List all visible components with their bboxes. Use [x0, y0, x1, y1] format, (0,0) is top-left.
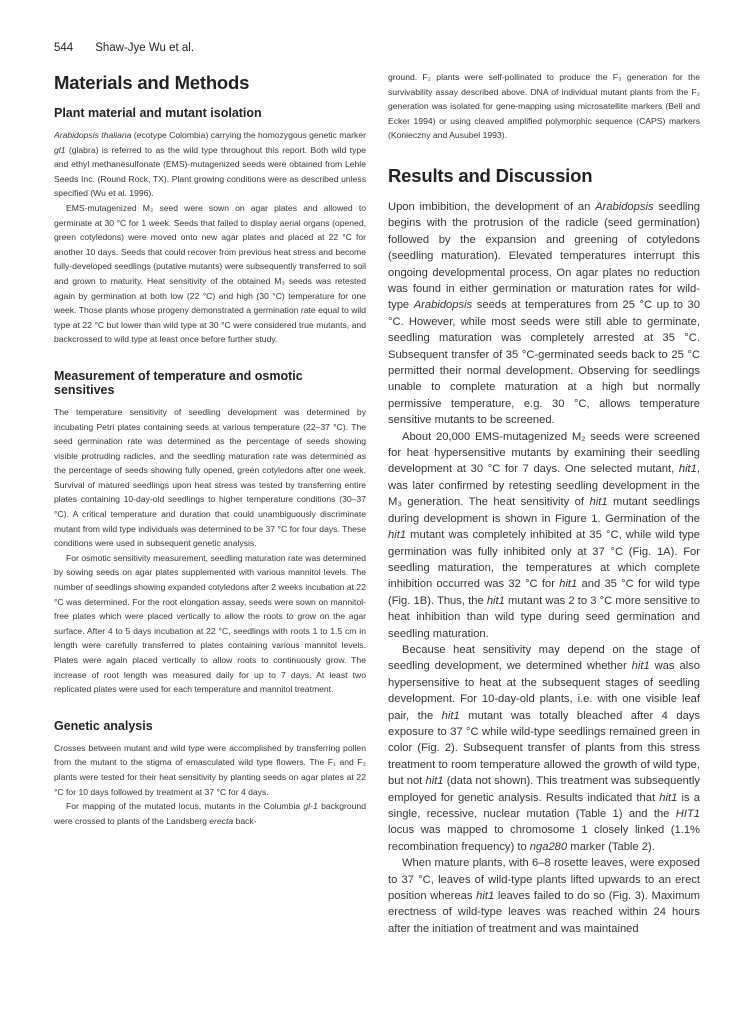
gene-name: erecta — [209, 815, 234, 826]
subsection-heading-plant-material: Plant material and mutant isolation — [54, 106, 262, 120]
paragraph — [388, 642, 700, 855]
page-number: 544 — [54, 42, 74, 54]
text-span: mutant was totally bleached after 4 days exposure to 37 °C while wild-type seedlings remained green in color (Fig. 2). Subsequent transfer of plants from this stress treatment to room temperature allowed the growth of wild type, but not — [388, 709, 700, 788]
gene-name: hit1 — [476, 890, 495, 903]
gene-name: hit1 — [388, 529, 407, 542]
gene-name: hit1 — [659, 791, 678, 804]
gene-name: hit1 — [678, 463, 697, 476]
genetic-analysis-continued — [388, 70, 700, 143]
gene-name: hit1 — [631, 660, 650, 673]
text-span: When mature plants, with 6–8 rosette leaves, were exposed to 37 °C, leaves of wild-type plants lifted upwards to an erect position whereas — [388, 857, 700, 903]
species-name: Arabidopsis — [413, 299, 473, 312]
gene-name: gl-1 — [303, 801, 318, 812]
species-name: Arabidopsis — [595, 200, 654, 213]
running-head-authors: Shaw-Jye Wu et al. — [95, 42, 195, 54]
paragraph — [388, 429, 700, 642]
paragraph — [388, 855, 700, 937]
paragraph: For osmotic sensitivity measurement, seedling maturation rate was determined by sowing seeds on agar plates supplemented with various mannitol levels. The number of seedlings showing expanded cotyledons after 2 weeks incubation at 22 °C was determined. For the root elongation assay, seeds were sown on mannitol-free plates which were placed vertically to allow the roots to grow on the agar surface. After 4 to 5 days incubation at 22 °C, seedlings with roots 1 to 1.5 cm in length were carefully transferred to plates containing various mannitol levels. Plates were again placed vertically to allow roots to continuously grow. The increase of root length was measured daily for up to 7 days. At least two replicated plates were used for each temperature and mannitol treatment. — [54, 552, 366, 695]
text-span: back- — [233, 815, 257, 826]
paragraph: ground. F₂ plants were self-pollinated to produce the F₃ generation for the survivability assay described above. DNA of individual mutant plants from the F₂ generation was isolated for gene-mapping using microsatellite markers (Bell and Ecker 1994) or using cleaved amplified polymorphic sequence (CAPS) markers (Konieczny and Ausubel 1993). — [388, 72, 700, 141]
paragraph — [388, 199, 700, 429]
gene-name: hit1 — [559, 578, 578, 591]
text-span: mutant seedlings during development is shown in Figure 1. Germination of the — [388, 496, 701, 525]
text-span: marker (Table 2). — [567, 840, 655, 853]
text-span: was also hypersensitive to heat at the subsequent stages of seedling development. For 10-day-old plants, i.e. with one visible leaf pair, the — [388, 660, 700, 722]
gene-name: hit1 — [441, 709, 460, 722]
text-span: mutant was completely inhibited at 35 °C, while wild type germination was fully inhibited only at 37 °C (Fig. 1A). For seedling maturation, the temperatures at which complete inhibition occurred was 32 °C for — [388, 529, 700, 591]
text-span: is a single, recessive, nuclear mutation (Table 1) and the — [388, 791, 700, 820]
text-span: For mapping of the mutated locus, mutants in the Columbia — [66, 801, 304, 812]
section-title-materials: Materials and Methods — [54, 72, 250, 93]
text-span: (ecotype Colombia) carrying the homozygous genetic marker — [131, 130, 366, 140]
gene-name: hit1 — [425, 775, 444, 788]
text-span: and 35 °C for wild type (Fig. 1B). Thus, the — [388, 578, 700, 607]
text-span: , was later confirmed by retesting seedling development in the M₃ generation. The heat sensitivity of — [388, 463, 700, 509]
text-span: About 20,000 EMS-mutagenized M₂ seeds were screened for heat hypersensitive mutants by examining their seedling development at 30 °C for 7 days. One selected mutant, — [388, 430, 700, 476]
right-column — [388, 70, 700, 937]
gene-name: HIT1 — [675, 808, 700, 820]
gene-name: hit1 — [589, 496, 608, 509]
measurement-text — [54, 405, 366, 697]
text-span: Because heat sensitivity may depend on the stage of seedling development, we determined whether — [388, 643, 700, 673]
gene-name: hit1 — [486, 594, 505, 607]
text-span: mutant was 2 to 3 °C more sensitive to heat inhibition than wild type during seed germination and seedling maturation. — [388, 594, 700, 640]
gene-name: gl1 — [54, 144, 66, 155]
left-column — [54, 72, 366, 828]
paragraph: EMS-mutagenized M₂ seed were sown on agar plates and allowed to germinate at 30 °C for 1 week. Seeds that failed to display aerial organs (opened, green cotyledons) were moved onto new agar plates and placed at 22 °C for another 10 days. Seeds that could recover from previous heat stress and become fully-developed seedlings (putative mutants) were subsequently transferred to soil and grown to maturity. Heat sensitivity of the obtained M₃ seeds was retested again by germination at both low (22 °C) and high (30 °C) temperature for one week. Those plants whose progeny demonstrated a germination rate equal to wild type at 22 °C but lower than wild type at 30 °C were considered true mutants, and backcrossed to wild type at least once before further study. — [54, 202, 366, 345]
running-head — [54, 42, 194, 54]
text-span: (data not shown). This treatment was subsequently employed for genetic analysis. Results indicated that — [388, 775, 700, 804]
results-text — [388, 199, 700, 937]
subsection-heading-genetic-analysis: Genetic analysis — [54, 718, 153, 733]
text-span: leaves failed to do so (Fig. 3). Maximum erectness of wild-type leaves was reached within 24 hours after the initiation of treatment and was maintained — [388, 890, 700, 935]
species-name: Arabidopsis thaliana — [54, 130, 132, 140]
marker-name: nga280 — [529, 840, 568, 853]
text-span: seedling begins with the protrusion of the radicle (seed germination) followed by the expansion and greening of cotyledons (seedling maturation). Elevated temperatures interrupt this ongoing developmental process. On agar plates no reduction was found in either germination or maturation rates for wild-type — [388, 200, 700, 312]
text-span: seeds at temperatures from 25 °C up to 30 °C. However, while most seeds were still able to germinate, seedling maturation was completely arrested at 35 °C. Subsequent transfer of 35 °C-germinated seeds back to 25 °C permitted their normal development. Observing for seedlings unable to complete maturation at a high but normally permissive temperature, e.g. 30 °C, allows temperature sensitive mutants to be screened. — [388, 299, 700, 427]
paragraph: Crosses between mutant and wild type were accomplished by transferring pollen from the mutant to the stigma of emasculated wild type flowers. The F₁ and F₂ plants were tested for their heat sensitivity by planting seeds on agar plates at 22 °C for 10 days followed by treatment at 37 °C for 4 days. — [54, 742, 366, 797]
paragraph — [54, 799, 366, 828]
subsection-heading-measurement: Measurement of temperature and osmotic sensitives — [54, 368, 303, 397]
text-span: (glabra) is referred to as the wild type throughout this report. Both wild type and ethyl methanesulfonate (EMS)-mutagenized seeds were obtained from Lehle Seeds Inc. (Round Rock, TX). Plant growing conditions were as described unless specified (Wu et al. 1996). — [54, 144, 366, 199]
text-span: background were crossed to plants of the Landsberg — [54, 801, 366, 826]
genetic-analysis-text — [54, 741, 366, 829]
text-span: Upon imbibition, the development of an — [388, 200, 596, 213]
plant-material-text — [54, 128, 366, 347]
paragraph — [54, 128, 366, 201]
text-span: locus was mapped to chromosome 1 closely linked (1.1% recombination frequency) to — [388, 824, 700, 853]
paragraph: The temperature sensitivity of seedling development was determined by incubating Petri plates containing seeds at various temperature (22–37 °C). The seed germination rate was determined as the percentage of seeds showing visible protruding radicles, and the seedling maturation rate was determined as the percentage of seeds showing fully opened, green cotyledons after one week. Survival of matured seedlings upon heat stress was tested by transferring entire plates containing 10-day-old seedlings to higher temperature conditions (30–37 °C). A critical temperature and duration that could unambiguously discriminate mutant from wild type individuals was determined to be 37 °C for four days. These conditions were used in subsequent genetic analysis. — [54, 406, 366, 549]
section-title-results: Results and Discussion — [388, 164, 593, 186]
